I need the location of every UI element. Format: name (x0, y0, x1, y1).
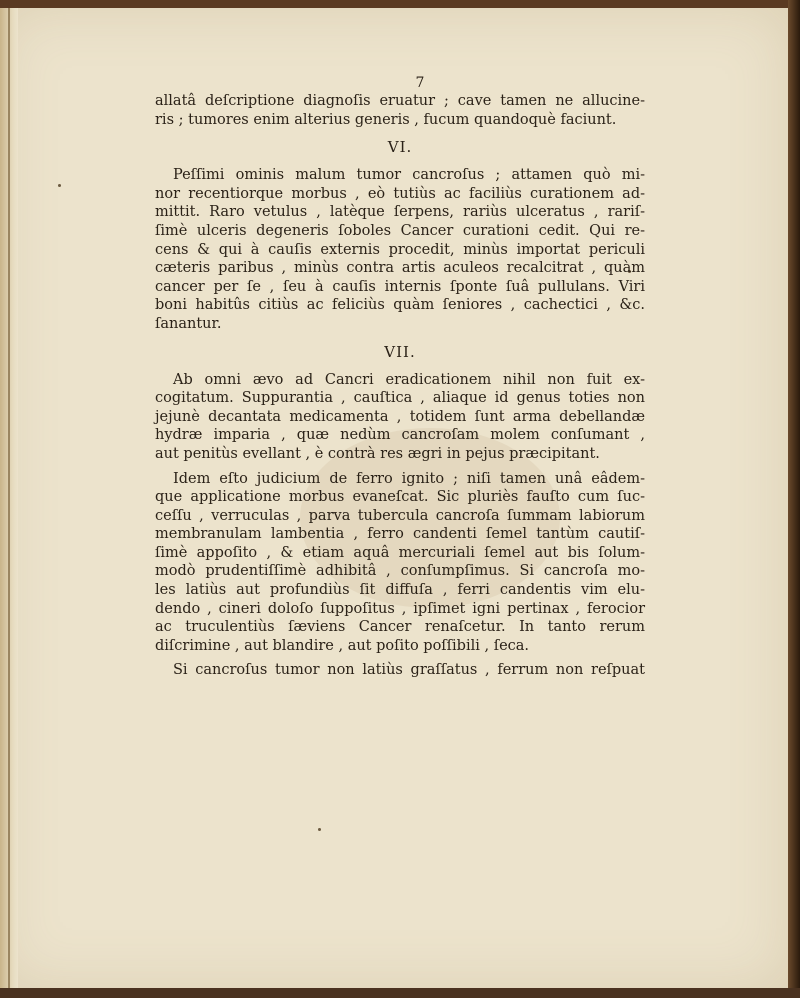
text-line: hydræ imparia , quæ nedùm cancroſam molem conſumant , (155, 427, 645, 444)
text-line: ſimè appoſito , & etiam aquâ mercuriali ſemel aut bis ſolum- (155, 544, 645, 561)
text-line: Idem eſto judicium de ferro ignito ; niſi tamen unâ eâdem- (173, 470, 645, 487)
text-line: modò prudentiſſimè adhibitâ , conſumpſimus. Si cancroſa mo- (155, 563, 645, 580)
text-line: Ab omni ævo ad Cancri eradicationem nihil non fuit ex- (173, 371, 645, 388)
section-vii-paragraph-2 (155, 470, 645, 656)
book-frame-edge (788, 0, 800, 998)
text-line: mittit. Raro vetulus , latèque ſerpens, rariùs ulceratus , rariſ- (155, 204, 645, 221)
paper-speck (318, 828, 321, 831)
section-vi-paragraph (155, 166, 645, 333)
text-line: cogitatum. Suppurantia , cauſtica , aliaque id genus toties non (155, 390, 645, 407)
text-line: nor recentiorque morbus , eò tutiùs ac faciliùs curationem ad- (155, 185, 645, 202)
text-line: ris ; tumores enim alterius generis , fucum quandoquè faciunt. (155, 111, 617, 128)
text-line: ſimè ulceris degeneris ſoboles Cancer curationi cedit. Qui re- (155, 222, 645, 239)
text-line: que applicatione morbus evaneſcat. Sic pluriès fauſto cum ſuc- (155, 489, 645, 506)
text-line: Si cancroſus tumor non latiùs graſſatus , ferrum non reſpuat (173, 662, 645, 679)
section-vii-paragraph-3 (155, 661, 645, 680)
text-line: cancer per ſe , ſeu à cauſis internis ſponte ſuâ pullulans. Viri (155, 278, 645, 295)
text-line: ceſſu , verruculas , parva tubercula cancroſa ſummam labiorum (155, 507, 645, 524)
text-line: boni habitûs citiùs ac feliciùs quàm ſeniores , cachectici , &c. (155, 297, 645, 314)
page-text (155, 74, 645, 680)
text-line: cæteris paribus , minùs contra artis aculeos recalcitrat , quàm (155, 260, 645, 277)
book-frame-bottom (0, 988, 800, 998)
text-line: jejunè decantata medicamenta , totidem ſunt arma debellandæ (155, 408, 645, 425)
text-line: ac truculentiùs ſæviens Cancer renaſcetur. In tanto rerum (155, 619, 645, 636)
section-vii-paragraph-1 (155, 371, 645, 464)
text-line: membranulam lambentia , ferro candenti ſemel tantùm cautiſ- (155, 526, 645, 543)
paper-speck (58, 184, 61, 187)
intro-paragraph (155, 92, 645, 129)
text-line: les latiùs aut profundiùs ſit diffuſa , ferri candentis vim elu- (155, 582, 645, 599)
text-line: Peſſimi ominis malum tumor cancroſus ; attamen quò mi- (173, 167, 645, 184)
text-line: aut penitùs evellant , è contrà res ægri in pejus præcipitant. (155, 445, 600, 462)
text-line: ſanantur. (155, 315, 222, 332)
text-line: diſcrimine , aut blandire , aut poſito poſſibili , ſeca. (155, 637, 530, 654)
section-heading-vii: VII. (384, 342, 416, 361)
section-heading-vi: VI. (387, 138, 413, 157)
text-line: dendo , cineri doloſo ſuppoſitus , ipſimet igni pertinax , ferocior (155, 600, 645, 617)
text-line: allatâ deſcriptione diagnoſis eruatur ; cave tamen ne allucine- (155, 93, 645, 109)
page-number: 7 (415, 75, 425, 91)
gutter-line (8, 8, 10, 988)
book-frame-top (0, 0, 800, 8)
text-line: cens & qui à cauſis externis procedit, minùs importat periculi (155, 241, 645, 258)
book-page (0, 8, 788, 988)
